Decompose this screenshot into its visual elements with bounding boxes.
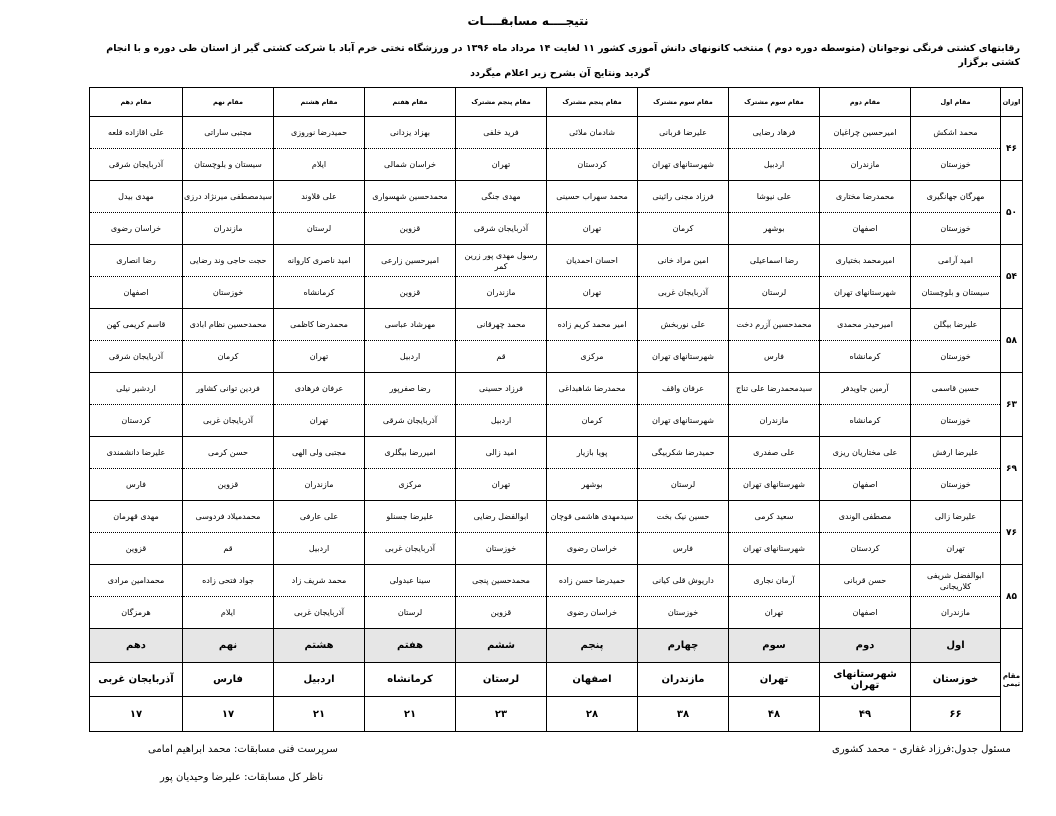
table-officer: مسئول جدول:فرزاد غفاری - محمد کشوری bbox=[832, 744, 1011, 755]
wrestler-name: محمدامین مرادی bbox=[90, 565, 183, 597]
wrestler-name: امیرحیدر محمدی bbox=[820, 309, 911, 341]
table-row bbox=[90, 405, 1023, 437]
team-province: شهرستانهای تهران bbox=[820, 663, 911, 697]
header-rank-6: مقام پنجم مشترک bbox=[456, 88, 547, 117]
wrestler-province: آذربایجان شرقی bbox=[456, 213, 547, 245]
team-rank: پنجم bbox=[547, 629, 638, 663]
header-rank-9: مقام نهم bbox=[183, 88, 274, 117]
table-row bbox=[90, 149, 1023, 181]
wrestler-name: سیدمصطفی میرنژاد درزی bbox=[183, 181, 274, 213]
wrestler-name: علی اقازاده قلعه bbox=[90, 117, 183, 149]
wrestler-province: اصفهان bbox=[820, 469, 911, 501]
wrestler-province: مرکزی bbox=[365, 469, 456, 501]
wrestler-name: فردین توانی کشاور bbox=[183, 373, 274, 405]
team-province: مازندران bbox=[638, 663, 729, 697]
wrestler-province: خوزستان bbox=[911, 405, 1001, 437]
wrestler-province: تهران bbox=[547, 213, 638, 245]
team-rank: ششم bbox=[456, 629, 547, 663]
wrestler-province: کردستان bbox=[820, 533, 911, 565]
wrestler-name: امیررضا بیگلری bbox=[365, 437, 456, 469]
header-rank-3: مقام سوم مشترک bbox=[729, 88, 820, 117]
header-rank-10: مقام دهم bbox=[90, 88, 183, 117]
wrestler-province: شهرستانهای تهران bbox=[638, 405, 729, 437]
header-rank-7: مقام هفتم bbox=[365, 88, 456, 117]
wrestler-province: کرمان bbox=[638, 213, 729, 245]
wrestler-province: سیستان و بلوچستان bbox=[183, 149, 274, 181]
wrestler-name: جواد فتحی زاده bbox=[183, 565, 274, 597]
wrestler-name: مجتبی ساراتی bbox=[183, 117, 274, 149]
wrestler-province: خراسان رضوی bbox=[547, 597, 638, 629]
table-row bbox=[90, 181, 1023, 213]
wrestler-province: کرمانشاه bbox=[820, 405, 911, 437]
wrestler-name: محمدرضا شاهبداغی bbox=[547, 373, 638, 405]
wrestler-name: عرفان واقف bbox=[638, 373, 729, 405]
wrestler-name: حمیدرضا نوروزی bbox=[274, 117, 365, 149]
wrestler-name: علیرضا زالی bbox=[911, 501, 1001, 533]
team-points: ۲۳ bbox=[456, 697, 547, 732]
weight-class: ۸۵ bbox=[1001, 565, 1023, 629]
wrestler-province: هرمزگان bbox=[90, 597, 183, 629]
team-points: ۲۸ bbox=[547, 697, 638, 732]
wrestler-name: امیر محمد کریم زاده bbox=[547, 309, 638, 341]
weight-class: ۶۳ bbox=[1001, 373, 1023, 437]
team-points: ۴۹ bbox=[820, 697, 911, 732]
wrestler-province: مرکزی bbox=[547, 341, 638, 373]
wrestler-name: محمدرضا کاظمی bbox=[274, 309, 365, 341]
team-ranking-label: مقام تیمی bbox=[1001, 629, 1023, 732]
wrestler-name: قاسم کریمی کهن bbox=[90, 309, 183, 341]
table-row bbox=[90, 437, 1023, 469]
table-row bbox=[90, 501, 1023, 533]
wrestler-name: مهدی بیدل bbox=[90, 181, 183, 213]
wrestler-name: آرمین جاویدفر bbox=[820, 373, 911, 405]
wrestler-province: خوزستان bbox=[911, 213, 1001, 245]
wrestler-name: مهدی جنگی bbox=[456, 181, 547, 213]
wrestler-province: ایلام bbox=[274, 149, 365, 181]
wrestler-name: داریوش قلی کیانی bbox=[638, 565, 729, 597]
wrestler-province: کرمانشاه bbox=[274, 277, 365, 309]
wrestler-province: بوشهر bbox=[547, 469, 638, 501]
wrestler-name: مجتبی ولی الهی bbox=[274, 437, 365, 469]
wrestler-name: محمد شریف زاد bbox=[274, 565, 365, 597]
weight-class: ۷۶ bbox=[1001, 501, 1023, 565]
wrestler-name: اردشیر نیلی bbox=[90, 373, 183, 405]
wrestler-name: امیرحسین چراغیان bbox=[820, 117, 911, 149]
team-points: ۳۸ bbox=[638, 697, 729, 732]
wrestler-province: خوزستان bbox=[183, 277, 274, 309]
header-rank-1: مقام اول bbox=[911, 88, 1001, 117]
wrestler-name: علی نوربخش bbox=[638, 309, 729, 341]
wrestler-name: حسن قربانی bbox=[820, 565, 911, 597]
wrestler-name: علیرضا ارفش bbox=[911, 437, 1001, 469]
wrestler-name: علیرضا قربانی bbox=[638, 117, 729, 149]
wrestler-name: مهرگان جهانگیری bbox=[911, 181, 1001, 213]
results-table bbox=[89, 87, 1023, 732]
table-row bbox=[90, 245, 1023, 277]
team-rank: سوم bbox=[729, 629, 820, 663]
wrestler-name: فرزاد مجنی راثینی bbox=[638, 181, 729, 213]
wrestler-name: حسین نیک بخت bbox=[638, 501, 729, 533]
wrestler-name: بهزاد یزدانی bbox=[365, 117, 456, 149]
wrestler-name: فرهاد رضایی bbox=[729, 117, 820, 149]
team-rank-row bbox=[90, 629, 1023, 663]
wrestler-province: لرستان bbox=[365, 597, 456, 629]
wrestler-province: اصفهان bbox=[820, 597, 911, 629]
wrestler-name: رضا انصاری bbox=[90, 245, 183, 277]
wrestler-province: آذربایجان غربی bbox=[274, 597, 365, 629]
wrestler-province: آذربایجان شرقی bbox=[365, 405, 456, 437]
header-weight: اوزان bbox=[1001, 88, 1023, 117]
wrestler-province: تهران bbox=[911, 533, 1001, 565]
team-rank: هفتم bbox=[365, 629, 456, 663]
header-rank-2: مقام دوم bbox=[820, 88, 911, 117]
header-rank-8: مقام هشتم bbox=[274, 88, 365, 117]
wrestler-province: خوزستان bbox=[911, 341, 1001, 373]
wrestler-name: آرمان نجاری bbox=[729, 565, 820, 597]
wrestler-name: محمد اشکش bbox=[911, 117, 1001, 149]
wrestler-province: قزوین bbox=[90, 533, 183, 565]
wrestler-province: شهرستانهای تهران bbox=[729, 469, 820, 501]
team-rank: هشتم bbox=[274, 629, 365, 663]
team-province: اردبیل bbox=[274, 663, 365, 697]
table-row bbox=[90, 565, 1023, 597]
wrestler-province: قزوین bbox=[456, 597, 547, 629]
team-points-row bbox=[90, 697, 1023, 732]
wrestler-name: شادمان ملائی bbox=[547, 117, 638, 149]
wrestler-province: قزوین bbox=[365, 277, 456, 309]
wrestler-province: اردبیل bbox=[274, 533, 365, 565]
wrestler-province: مازندران bbox=[820, 149, 911, 181]
header-rank-5: مقام پنجم مشترک bbox=[547, 88, 638, 117]
wrestler-name: محمدمیلاد فردوسی bbox=[183, 501, 274, 533]
wrestler-province: لرستان bbox=[729, 277, 820, 309]
wrestler-name: امید ناصری کاروانه bbox=[274, 245, 365, 277]
wrestler-province: اردبیل bbox=[365, 341, 456, 373]
team-province: کرمانشاه bbox=[365, 663, 456, 697]
table-row bbox=[90, 341, 1023, 373]
wrestler-province: کرمان bbox=[547, 405, 638, 437]
team-points: ۱۷ bbox=[183, 697, 274, 732]
table-row bbox=[90, 469, 1023, 501]
team-province: تهران bbox=[729, 663, 820, 697]
wrestler-name: علی صفدری bbox=[729, 437, 820, 469]
wrestler-province: قم bbox=[183, 533, 274, 565]
weight-class: ۴۶ bbox=[1001, 117, 1023, 181]
wrestler-name: مصطفی الوندی bbox=[820, 501, 911, 533]
wrestler-name: ابوالفضل شریفی کلاریجانی bbox=[911, 565, 1001, 597]
wrestler-name: رضا اسماعیلی bbox=[729, 245, 820, 277]
wrestler-province: قم bbox=[456, 341, 547, 373]
team-province: لرستان bbox=[456, 663, 547, 697]
wrestler-province: خراسان رضوی bbox=[90, 213, 183, 245]
table-row bbox=[90, 277, 1023, 309]
wrestler-province: خراسان رضوی bbox=[547, 533, 638, 565]
wrestler-province: خوزستان bbox=[638, 597, 729, 629]
wrestler-name: سینا عبدولی bbox=[365, 565, 456, 597]
wrestler-name: علیرضا جسنلو bbox=[365, 501, 456, 533]
team-points: ۲۱ bbox=[274, 697, 365, 732]
wrestler-province: آذربایجان غربی bbox=[638, 277, 729, 309]
wrestler-name: محمدحسین آزرم دخت bbox=[729, 309, 820, 341]
wrestler-province: فارس bbox=[90, 469, 183, 501]
wrestler-province: فارس bbox=[638, 533, 729, 565]
team-rank: نهم bbox=[183, 629, 274, 663]
wrestler-name: علیرضا بیگلن bbox=[911, 309, 1001, 341]
wrestler-province: مازندران bbox=[729, 405, 820, 437]
team-points: ۶۶ bbox=[911, 697, 1001, 732]
team-points: ۱۷ bbox=[90, 697, 183, 732]
wrestler-name: مهدی قهرمان bbox=[90, 501, 183, 533]
table-row bbox=[90, 373, 1023, 405]
weight-class: ۵۸ bbox=[1001, 309, 1023, 373]
wrestler-province: خوزستان bbox=[456, 533, 547, 565]
wrestler-province: شهرستانهای تهران bbox=[820, 277, 911, 309]
team-rank: اول bbox=[911, 629, 1001, 663]
technical-supervisor: سرپرست فنی مسابقات: محمد ابراهیم امامی bbox=[148, 744, 338, 755]
wrestler-province: تهران bbox=[274, 405, 365, 437]
wrestler-name: فرزاد حسینی bbox=[456, 373, 547, 405]
wrestler-name: احسان احمدیان bbox=[547, 245, 638, 277]
intro-text-line2: گردید ونتایج آن بشرح زیر اعلام میگردد bbox=[470, 68, 650, 79]
wrestler-province: تهران bbox=[456, 469, 547, 501]
wrestler-province: خوزستان bbox=[911, 149, 1001, 181]
wrestler-province: قزوین bbox=[365, 213, 456, 245]
wrestler-name: امید زالی bbox=[456, 437, 547, 469]
wrestler-name: عرفان فرهادی bbox=[274, 373, 365, 405]
team-province: آذربایجان غربی bbox=[90, 663, 183, 697]
wrestler-province: قزوین bbox=[183, 469, 274, 501]
general-observer: ناظر کل مسابقات: علیرضا وحیدیان پور bbox=[160, 772, 324, 783]
wrestler-name: علی عارفی bbox=[274, 501, 365, 533]
wrestler-name: امیرحسین زارعی bbox=[365, 245, 456, 277]
wrestler-province: آذربایجان غربی bbox=[183, 405, 274, 437]
wrestler-name: حمیدرضا حسن زاده bbox=[547, 565, 638, 597]
wrestler-province: سیستان و بلوچستان bbox=[911, 277, 1001, 309]
wrestler-name: محمدحسین پنجی bbox=[456, 565, 547, 597]
wrestler-name: حجت حاجی وند رضایی bbox=[183, 245, 274, 277]
wrestler-name: فرید خلفی bbox=[456, 117, 547, 149]
table-row bbox=[90, 597, 1023, 629]
wrestler-name: حسن کرمی bbox=[183, 437, 274, 469]
page-title: نتیجــــه مسابقــــات bbox=[467, 14, 589, 28]
wrestler-name: سیدمحمدرضا علی تناج bbox=[729, 373, 820, 405]
wrestler-province: فارس bbox=[729, 341, 820, 373]
wrestler-province: اردبیل bbox=[729, 149, 820, 181]
wrestler-province: خوزستان bbox=[911, 469, 1001, 501]
wrestler-name: علی مختاریان ریزی bbox=[820, 437, 911, 469]
wrestler-name: مهرشاد عباسی bbox=[365, 309, 456, 341]
wrestler-province: اصفهان bbox=[90, 277, 183, 309]
wrestler-province: شهرستانهای تهران bbox=[638, 149, 729, 181]
wrestler-province: تهران bbox=[456, 149, 547, 181]
team-province-row bbox=[90, 663, 1023, 697]
weight-class: ۵۴ bbox=[1001, 245, 1023, 309]
wrestler-name: امید آرامی bbox=[911, 245, 1001, 277]
wrestler-name: محمد چهرقانی bbox=[456, 309, 547, 341]
weight-class: ۶۹ bbox=[1001, 437, 1023, 501]
wrestler-name: سعید کرمی bbox=[729, 501, 820, 533]
wrestler-province: ایلام bbox=[183, 597, 274, 629]
wrestler-province: لرستان bbox=[638, 469, 729, 501]
wrestler-province: تهران bbox=[274, 341, 365, 373]
table-row bbox=[90, 117, 1023, 149]
wrestler-province: مازندران bbox=[274, 469, 365, 501]
wrestler-province: مازندران bbox=[456, 277, 547, 309]
wrestler-province: آذربایجان شرقی bbox=[90, 149, 183, 181]
wrestler-name: رضا صفرپور bbox=[365, 373, 456, 405]
team-province: فارس bbox=[183, 663, 274, 697]
wrestler-province: کرمان bbox=[183, 341, 274, 373]
wrestler-province: بوشهر bbox=[729, 213, 820, 245]
wrestler-name: علیرضا دانشمندی bbox=[90, 437, 183, 469]
wrestler-province: کردستان bbox=[547, 149, 638, 181]
team-rank: دهم bbox=[90, 629, 183, 663]
team-points: ۲۱ bbox=[365, 697, 456, 732]
team-rank: چهارم bbox=[638, 629, 729, 663]
wrestler-province: کردستان bbox=[90, 405, 183, 437]
team-province: اصفهان bbox=[547, 663, 638, 697]
team-rank: دوم bbox=[820, 629, 911, 663]
wrestler-name: محمدحسین شهسواری bbox=[365, 181, 456, 213]
wrestler-province: خراسان شمالی bbox=[365, 149, 456, 181]
wrestler-name: علی نیوشا bbox=[729, 181, 820, 213]
wrestler-province: شهرستانهای تهران bbox=[638, 341, 729, 373]
team-province: خوزستان bbox=[911, 663, 1001, 697]
wrestler-name: حمیدرضا شکربیگی bbox=[638, 437, 729, 469]
team-points: ۴۸ bbox=[729, 697, 820, 732]
wrestler-name: ابوالفضل رضایی bbox=[456, 501, 547, 533]
wrestler-name: امین مراد خانی bbox=[638, 245, 729, 277]
wrestler-province: آذربایجان غربی bbox=[365, 533, 456, 565]
wrestler-province: اردبیل bbox=[456, 405, 547, 437]
wrestler-province: مازندران bbox=[183, 213, 274, 245]
intro-text: رقابتهای کشتی فرنگی نوجوانان (متوسطه دوره دوم ) منتخب کانونهای دانش آموزی کشور ۱۱ لغایت ۱۴ مرداد ماه ۱۳۹۶ در ورزشگاه تختی خرم آباد با شرکت کشتی گیر از استان طی دوره و با انجام کشتی برگزار bbox=[106, 43, 1020, 68]
wrestler-name: امیرمحمد بختیاری bbox=[820, 245, 911, 277]
wrestler-name: علی قلاوند bbox=[274, 181, 365, 213]
wrestler-province: شهرستانهای تهران bbox=[729, 533, 820, 565]
wrestler-province: مازندران bbox=[911, 597, 1001, 629]
wrestler-name: پویا بازیار bbox=[547, 437, 638, 469]
wrestler-name: محمد سهراب حسینی bbox=[547, 181, 638, 213]
wrestler-province: لرستان bbox=[274, 213, 365, 245]
header-row bbox=[90, 88, 1023, 117]
wrestler-name: محمدحسین نظام ابادی bbox=[183, 309, 274, 341]
wrestler-name: سیدمهدی هاشمی قوچان bbox=[547, 501, 638, 533]
table-row bbox=[90, 213, 1023, 245]
wrestler-province: آذربایجان شرقی bbox=[90, 341, 183, 373]
wrestler-name: محمدرضا مختاری bbox=[820, 181, 911, 213]
wrestler-name: حسین قاسمی bbox=[911, 373, 1001, 405]
wrestler-province: تهران bbox=[547, 277, 638, 309]
table-row bbox=[90, 533, 1023, 565]
wrestler-province: اصفهان bbox=[820, 213, 911, 245]
table-row bbox=[90, 309, 1023, 341]
wrestler-province: تهران bbox=[729, 597, 820, 629]
weight-class: ۵۰ bbox=[1001, 181, 1023, 245]
wrestler-province: کرمانشاه bbox=[820, 341, 911, 373]
header-rank-4: مقام سوم مشترک bbox=[638, 88, 729, 117]
wrestler-name: رسول مهدی پور زرین کمر bbox=[456, 245, 547, 277]
